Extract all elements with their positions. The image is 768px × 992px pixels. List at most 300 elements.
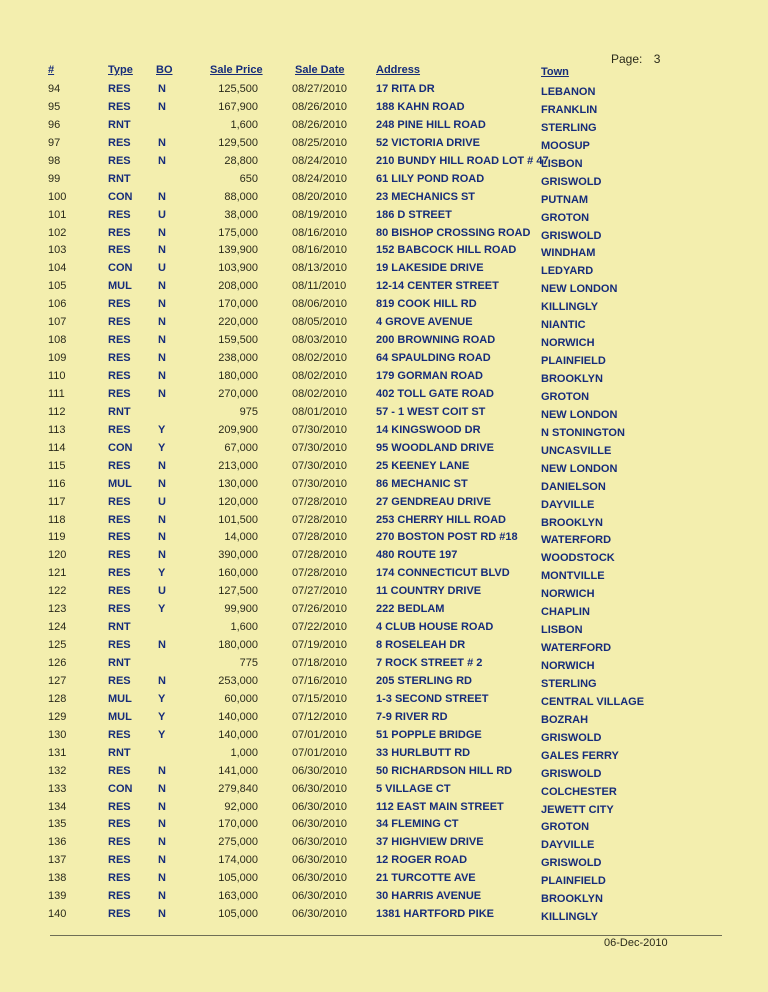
row-sale-date: 08/02/2010 [292, 352, 348, 365]
row-number: 135 [48, 818, 67, 831]
row-address: 11 COUNTRY DRIVE [376, 585, 482, 598]
header-bo: BO [156, 64, 173, 76]
table-row [0, 457, 768, 475]
row-number: 131 [48, 746, 67, 759]
row-number: 99 [48, 172, 61, 185]
table-row [0, 116, 768, 134]
row-number: 125 [48, 639, 67, 652]
header-num: # [48, 64, 55, 76]
row-town: STERLING [541, 121, 597, 134]
row-bo: N [158, 244, 166, 257]
table-row [0, 690, 768, 708]
row-number: 129 [48, 710, 67, 723]
table-row [0, 475, 768, 493]
row-number: 134 [48, 800, 67, 813]
table-row [0, 367, 768, 385]
row-type: RES [108, 800, 131, 813]
table-row [0, 815, 768, 833]
row-bo: Y [158, 441, 166, 454]
row-bo: Y [158, 710, 166, 723]
row-bo: Y [158, 423, 166, 436]
row-number: 126 [48, 657, 67, 669]
row-address: 95 WOODLAND DRIVE [376, 441, 494, 454]
row-type: RES [108, 495, 131, 508]
row-type: RES [108, 423, 131, 436]
row-sale-date: 06/30/2010 [292, 872, 348, 885]
row-address: 51 POPPLE BRIDGE [376, 728, 482, 741]
row-bo: N [158, 387, 166, 400]
row-address: 12 ROGER ROAD [376, 854, 468, 867]
table-header [0, 64, 768, 80]
row-bo: N [158, 890, 166, 903]
row-number: 138 [48, 872, 67, 885]
row-address: 7 ROCK STREET # 2 [376, 657, 483, 669]
row-bo: N [158, 477, 166, 490]
table-row [0, 385, 768, 403]
row-town: UNCASVILLE [541, 444, 612, 457]
row-sale-price: 130,000 [218, 477, 258, 490]
row-sale-date: 08/26/2010 [292, 118, 348, 131]
row-sale-price: 14,000 [224, 531, 258, 544]
table-row [0, 511, 768, 529]
row-sale-date: 07/27/2010 [292, 585, 348, 598]
row-bo: U [158, 495, 166, 508]
row-type: RES [108, 100, 131, 113]
row-town: NORWICH [541, 660, 595, 672]
row-type: RES [108, 549, 131, 562]
row-number: 118 [48, 513, 66, 526]
row-address: 179 GORMAN ROAD [376, 370, 483, 382]
row-town: MOOSUP [541, 139, 590, 152]
row-sale-price: 103,900 [218, 262, 258, 275]
row-town: GRISWOLD [541, 857, 602, 870]
row-sale-date: 08/24/2010 [292, 154, 348, 167]
row-sale-price: 174,000 [218, 854, 258, 867]
header-address: Address [376, 64, 421, 76]
table-row [0, 528, 768, 546]
table-row [0, 80, 768, 98]
row-type: RES [108, 136, 131, 149]
row-address: 1-3 SECOND STREET [376, 692, 489, 705]
row-number: 114 [48, 441, 66, 454]
row-bo: N [158, 298, 166, 311]
row-address: 17 RITA DR [376, 83, 435, 95]
row-type: RES [108, 728, 131, 741]
table-row [0, 762, 768, 780]
row-sale-price: 275,000 [218, 836, 258, 849]
table-row [0, 833, 768, 851]
row-number: 133 [48, 782, 67, 795]
row-sale-price: 129,500 [218, 136, 258, 149]
row-type: CON [108, 262, 133, 275]
row-address: 33 HURLBUTT RD [376, 746, 471, 759]
table-row [0, 170, 768, 188]
row-sale-date: 07/16/2010 [292, 674, 348, 687]
row-address: 37 HIGHVIEW DRIVE [376, 836, 484, 849]
row-bo: N [158, 459, 166, 472]
row-type: RNT [108, 657, 131, 669]
row-number: 96 [48, 118, 61, 131]
row-bo: N [158, 782, 166, 795]
row-bo: N [158, 226, 166, 239]
row-town: NIANTIC [541, 319, 586, 332]
row-sale-price: 60,000 [224, 692, 258, 705]
row-sale-date: 07/01/2010 [292, 746, 348, 759]
row-town: GRISWOLD [541, 767, 602, 780]
row-type: RES [108, 854, 131, 867]
table-row [0, 618, 768, 636]
row-type: RES [108, 334, 131, 347]
table-row [0, 188, 768, 206]
row-sale-price: 159,500 [218, 334, 258, 347]
row-sale-date: 06/30/2010 [292, 764, 348, 777]
table-row [0, 331, 768, 349]
row-number: 140 [48, 908, 67, 921]
row-number: 115 [48, 459, 66, 472]
row-number: 137 [48, 854, 67, 867]
row-type: MUL [108, 477, 132, 490]
row-town: WINDHAM [541, 247, 596, 260]
row-sale-price: 270,000 [218, 387, 258, 400]
row-number: 132 [48, 764, 67, 777]
table-row [0, 277, 768, 295]
table-row [0, 726, 768, 744]
row-sale-date: 08/11/2010 [292, 280, 347, 293]
row-type: RNT [108, 118, 131, 131]
row-town: CENTRAL VILLAGE [541, 695, 645, 708]
header-type: Type [108, 64, 133, 76]
row-sale-date: 07/15/2010 [292, 692, 348, 705]
row-bo: N [158, 136, 166, 149]
row-sale-price: 390,000 [218, 549, 258, 562]
row-town: GALES FERRY [541, 749, 619, 762]
footer-divider [50, 935, 722, 936]
row-sale-date: 07/28/2010 [292, 567, 348, 580]
row-number: 117 [48, 495, 66, 508]
row-sale-price: 1,600 [230, 621, 258, 634]
table-row [0, 421, 768, 439]
table-row [0, 206, 768, 224]
row-sale-price: 140,000 [218, 710, 258, 723]
row-sale-price: 139,900 [218, 244, 258, 257]
row-sale-price: 170,000 [218, 818, 258, 831]
row-number: 108 [48, 334, 67, 347]
row-bo: N [158, 83, 166, 95]
row-sale-price: 67,000 [224, 441, 258, 454]
row-address: 253 CHERRY HILL ROAD [376, 513, 506, 526]
row-type: RES [108, 244, 131, 257]
row-bo: N [158, 280, 166, 293]
row-sale-price: 975 [239, 405, 258, 418]
page-label: Page: [611, 52, 643, 66]
row-bo: Y [158, 692, 166, 705]
row-address: 57 - 1 WEST COIT ST [376, 405, 486, 418]
row-address: 7-9 RIVER RD [376, 710, 448, 723]
row-town: NEW LONDON [541, 462, 618, 475]
table-row [0, 98, 768, 116]
row-sale-price: 28,800 [224, 154, 258, 167]
row-bo: Y [158, 567, 166, 580]
table-row [0, 152, 768, 170]
row-type: MUL [108, 692, 132, 705]
row-type: CON [108, 782, 133, 795]
row-town: GROTON [541, 821, 590, 834]
row-sale-date: 07/19/2010 [292, 639, 348, 652]
row-type: CON [108, 441, 133, 454]
row-sale-price: 220,000 [218, 316, 258, 329]
row-town: GROTON [541, 390, 590, 403]
table-row [0, 224, 768, 242]
row-sale-price: 170,000 [218, 298, 258, 311]
row-type: RNT [108, 621, 131, 634]
row-sale-date: 07/28/2010 [292, 531, 348, 544]
row-sale-date: 08/05/2010 [292, 316, 348, 329]
row-sale-price: 92,000 [224, 800, 258, 813]
row-sale-price: 175,000 [218, 226, 258, 239]
row-type: MUL [108, 710, 132, 723]
row-address: 402 TOLL GATE ROAD [376, 387, 494, 400]
row-town: LEDYARD [541, 265, 594, 278]
row-sale-date: 08/25/2010 [292, 136, 348, 149]
row-bo: N [158, 334, 166, 347]
row-sale-date: 07/30/2010 [292, 477, 348, 490]
row-address: 12-14 CENTER STREET [376, 280, 499, 293]
row-number: 103 [48, 244, 67, 257]
row-address: 30 HARRIS AVENUE [376, 890, 482, 903]
row-sale-price: 99,900 [224, 603, 258, 616]
row-number: 123 [48, 603, 67, 616]
table-row [0, 134, 768, 152]
row-town: BOZRAH [541, 713, 589, 726]
row-sale-date: 08/02/2010 [292, 370, 348, 382]
row-sale-date: 07/30/2010 [292, 459, 348, 472]
row-sale-price: 209,900 [218, 423, 258, 436]
table-row [0, 241, 768, 259]
row-address: 4 CLUB HOUSE ROAD [376, 621, 494, 634]
row-number: 94 [48, 83, 61, 95]
row-town: NORWICH [541, 337, 595, 350]
row-town: WATERFORD [541, 642, 612, 655]
row-sale-date: 07/30/2010 [292, 441, 348, 454]
row-type: RES [108, 316, 131, 329]
row-address: 50 RICHARDSON HILL RD [376, 764, 513, 777]
row-type: RES [108, 298, 131, 311]
row-sale-date: 08/06/2010 [292, 298, 348, 311]
row-number: 113 [48, 423, 66, 436]
table-row [0, 708, 768, 726]
table-row [0, 654, 768, 672]
row-town: COLCHESTER [541, 785, 617, 798]
row-town: LISBON [541, 624, 583, 637]
row-address: 174 CONNECTICUT BLVD [376, 567, 510, 580]
row-sale-price: 167,900 [218, 100, 258, 113]
row-type: RES [108, 459, 131, 472]
row-town: JEWETT CITY [541, 803, 614, 816]
table-row [0, 564, 768, 582]
row-bo: N [158, 100, 166, 113]
row-town: NEW LONDON [541, 408, 618, 421]
row-address: 270 BOSTON POST RD #18 [376, 531, 518, 544]
row-sale-price: 38,000 [224, 208, 258, 221]
table-row [0, 259, 768, 277]
row-bo: U [158, 208, 166, 221]
row-number: 116 [48, 477, 66, 490]
row-address: 480 ROUTE 197 [376, 549, 458, 562]
row-sale-date: 07/30/2010 [292, 423, 348, 436]
row-address: 8 ROSELEAH DR [376, 639, 466, 652]
row-town: N STONINGTON [541, 426, 625, 439]
sales-table [0, 80, 768, 923]
row-sale-price: 101,500 [218, 513, 258, 526]
row-sale-price: 140,000 [218, 728, 258, 741]
row-type: RES [108, 603, 131, 616]
row-number: 112 [48, 405, 66, 418]
row-address: 61 LILY POND ROAD [376, 172, 485, 185]
row-sale-date: 06/30/2010 [292, 890, 348, 903]
row-type: RES [108, 639, 131, 652]
row-number: 127 [48, 674, 67, 687]
table-row [0, 744, 768, 762]
row-type: RNT [108, 172, 131, 185]
row-town: CHAPLIN [541, 606, 590, 619]
row-town: PLAINFIELD [541, 875, 606, 888]
row-sale-price: 105,000 [218, 908, 258, 921]
row-type: RES [108, 818, 131, 831]
row-sale-price: 180,000 [218, 639, 258, 652]
row-bo: N [158, 872, 166, 885]
row-sale-price: 163,000 [218, 890, 258, 903]
row-bo: N [158, 531, 166, 544]
row-address: 112 EAST MAIN STREET [376, 800, 504, 813]
row-town: KILLINGLY [541, 301, 599, 314]
row-type: RES [108, 387, 131, 400]
header-sale-price: Sale Price [210, 64, 263, 76]
row-bo: U [158, 585, 166, 598]
row-bo: N [158, 836, 166, 849]
row-type: RES [108, 226, 131, 239]
row-address: 210 BUNDY HILL ROAD LOT # 47 [376, 154, 549, 167]
row-address: 52 VICTORIA DRIVE [376, 136, 480, 149]
row-type: RES [108, 208, 131, 221]
row-address: 186 D STREET [376, 208, 452, 221]
row-sale-date: 08/16/2010 [292, 244, 348, 257]
row-sale-date: 08/13/2010 [292, 262, 348, 275]
row-number: 124 [48, 621, 67, 634]
row-number: 136 [48, 836, 67, 849]
row-address: 205 STERLING RD [376, 674, 472, 687]
table-row [0, 403, 768, 421]
row-sale-price: 105,000 [218, 872, 258, 885]
row-number: 101 [48, 208, 67, 221]
row-sale-date: 06/30/2010 [292, 908, 348, 921]
row-number: 119 [48, 531, 66, 544]
row-bo: N [158, 818, 166, 831]
row-town: BROOKLYN [541, 893, 603, 906]
row-type: RES [108, 513, 131, 526]
row-number: 121 [48, 567, 67, 580]
table-row [0, 439, 768, 457]
row-address: 86 MECHANIC ST [376, 477, 468, 490]
row-address: 21 TURCOTTE AVE [376, 872, 476, 885]
header-town: Town [541, 66, 569, 78]
row-type: RES [108, 836, 131, 849]
row-bo: N [158, 190, 166, 203]
footer-date: 06-Dec-2010 [604, 937, 668, 949]
row-type: RES [108, 585, 131, 598]
row-sale-date: 07/28/2010 [292, 513, 348, 526]
row-address: 19 LAKESIDE DRIVE [376, 262, 484, 275]
row-address: 27 GENDREAU DRIVE [376, 495, 491, 508]
table-row [0, 600, 768, 618]
row-sale-date: 07/22/2010 [292, 621, 348, 634]
table-row [0, 798, 768, 816]
row-type: RES [108, 83, 131, 95]
row-sale-date: 08/20/2010 [292, 190, 348, 203]
row-type: RES [108, 872, 131, 885]
row-sale-date: 06/30/2010 [292, 854, 348, 867]
row-town: LEBANON [541, 86, 596, 98]
row-bo: N [158, 764, 166, 777]
header-sale-date: Sale Date [295, 64, 345, 76]
row-sale-date: 07/01/2010 [292, 728, 348, 741]
row-address: 1381 HARTFORD PIKE [376, 908, 494, 921]
row-sale-price: 127,500 [218, 585, 258, 598]
row-sale-price: 125,500 [218, 83, 258, 95]
row-town: KILLINGLY [541, 911, 599, 924]
row-town: BROOKLYN [541, 516, 603, 529]
row-town: GRISWOLD [541, 731, 602, 744]
row-sale-date: 07/28/2010 [292, 495, 348, 508]
row-sale-date: 08/24/2010 [292, 172, 348, 185]
row-sale-date: 08/27/2010 [292, 83, 348, 95]
row-number: 139 [48, 890, 67, 903]
row-town: GRISWOLD [541, 175, 602, 188]
table-row [0, 313, 768, 331]
row-address: 5 VILLAGE CT [376, 782, 451, 795]
row-bo: N [158, 674, 166, 687]
row-bo: U [158, 262, 166, 275]
row-number: 106 [48, 298, 67, 311]
row-sale-price: 253,000 [218, 674, 258, 687]
row-address: 25 KEENEY LANE [376, 459, 470, 472]
table-row [0, 780, 768, 798]
table-row [0, 582, 768, 600]
row-number: 107 [48, 316, 67, 329]
row-town: NORWICH [541, 588, 595, 601]
row-town: PLAINFIELD [541, 355, 606, 368]
row-bo: N [158, 800, 166, 813]
table-row [0, 869, 768, 887]
row-address: 248 PINE HILL ROAD [376, 118, 486, 131]
table-row [0, 546, 768, 564]
row-sale-date: 08/19/2010 [292, 208, 348, 221]
table-row [0, 851, 768, 869]
row-bo: N [158, 854, 166, 867]
table-row [0, 493, 768, 511]
row-town: DAYVILLE [541, 498, 595, 511]
row-sale-price: 120,000 [218, 495, 258, 508]
row-number: 104 [48, 262, 67, 275]
row-type: RES [108, 154, 131, 167]
row-address: 34 FLEMING CT [376, 818, 459, 831]
row-type: RNT [108, 405, 131, 418]
row-town: PUTNAM [541, 193, 589, 206]
row-type: RES [108, 890, 131, 903]
row-bo: N [158, 908, 166, 921]
row-bo: N [158, 549, 166, 562]
row-address: 188 KAHN ROAD [376, 100, 465, 113]
row-type: CON [108, 190, 133, 203]
